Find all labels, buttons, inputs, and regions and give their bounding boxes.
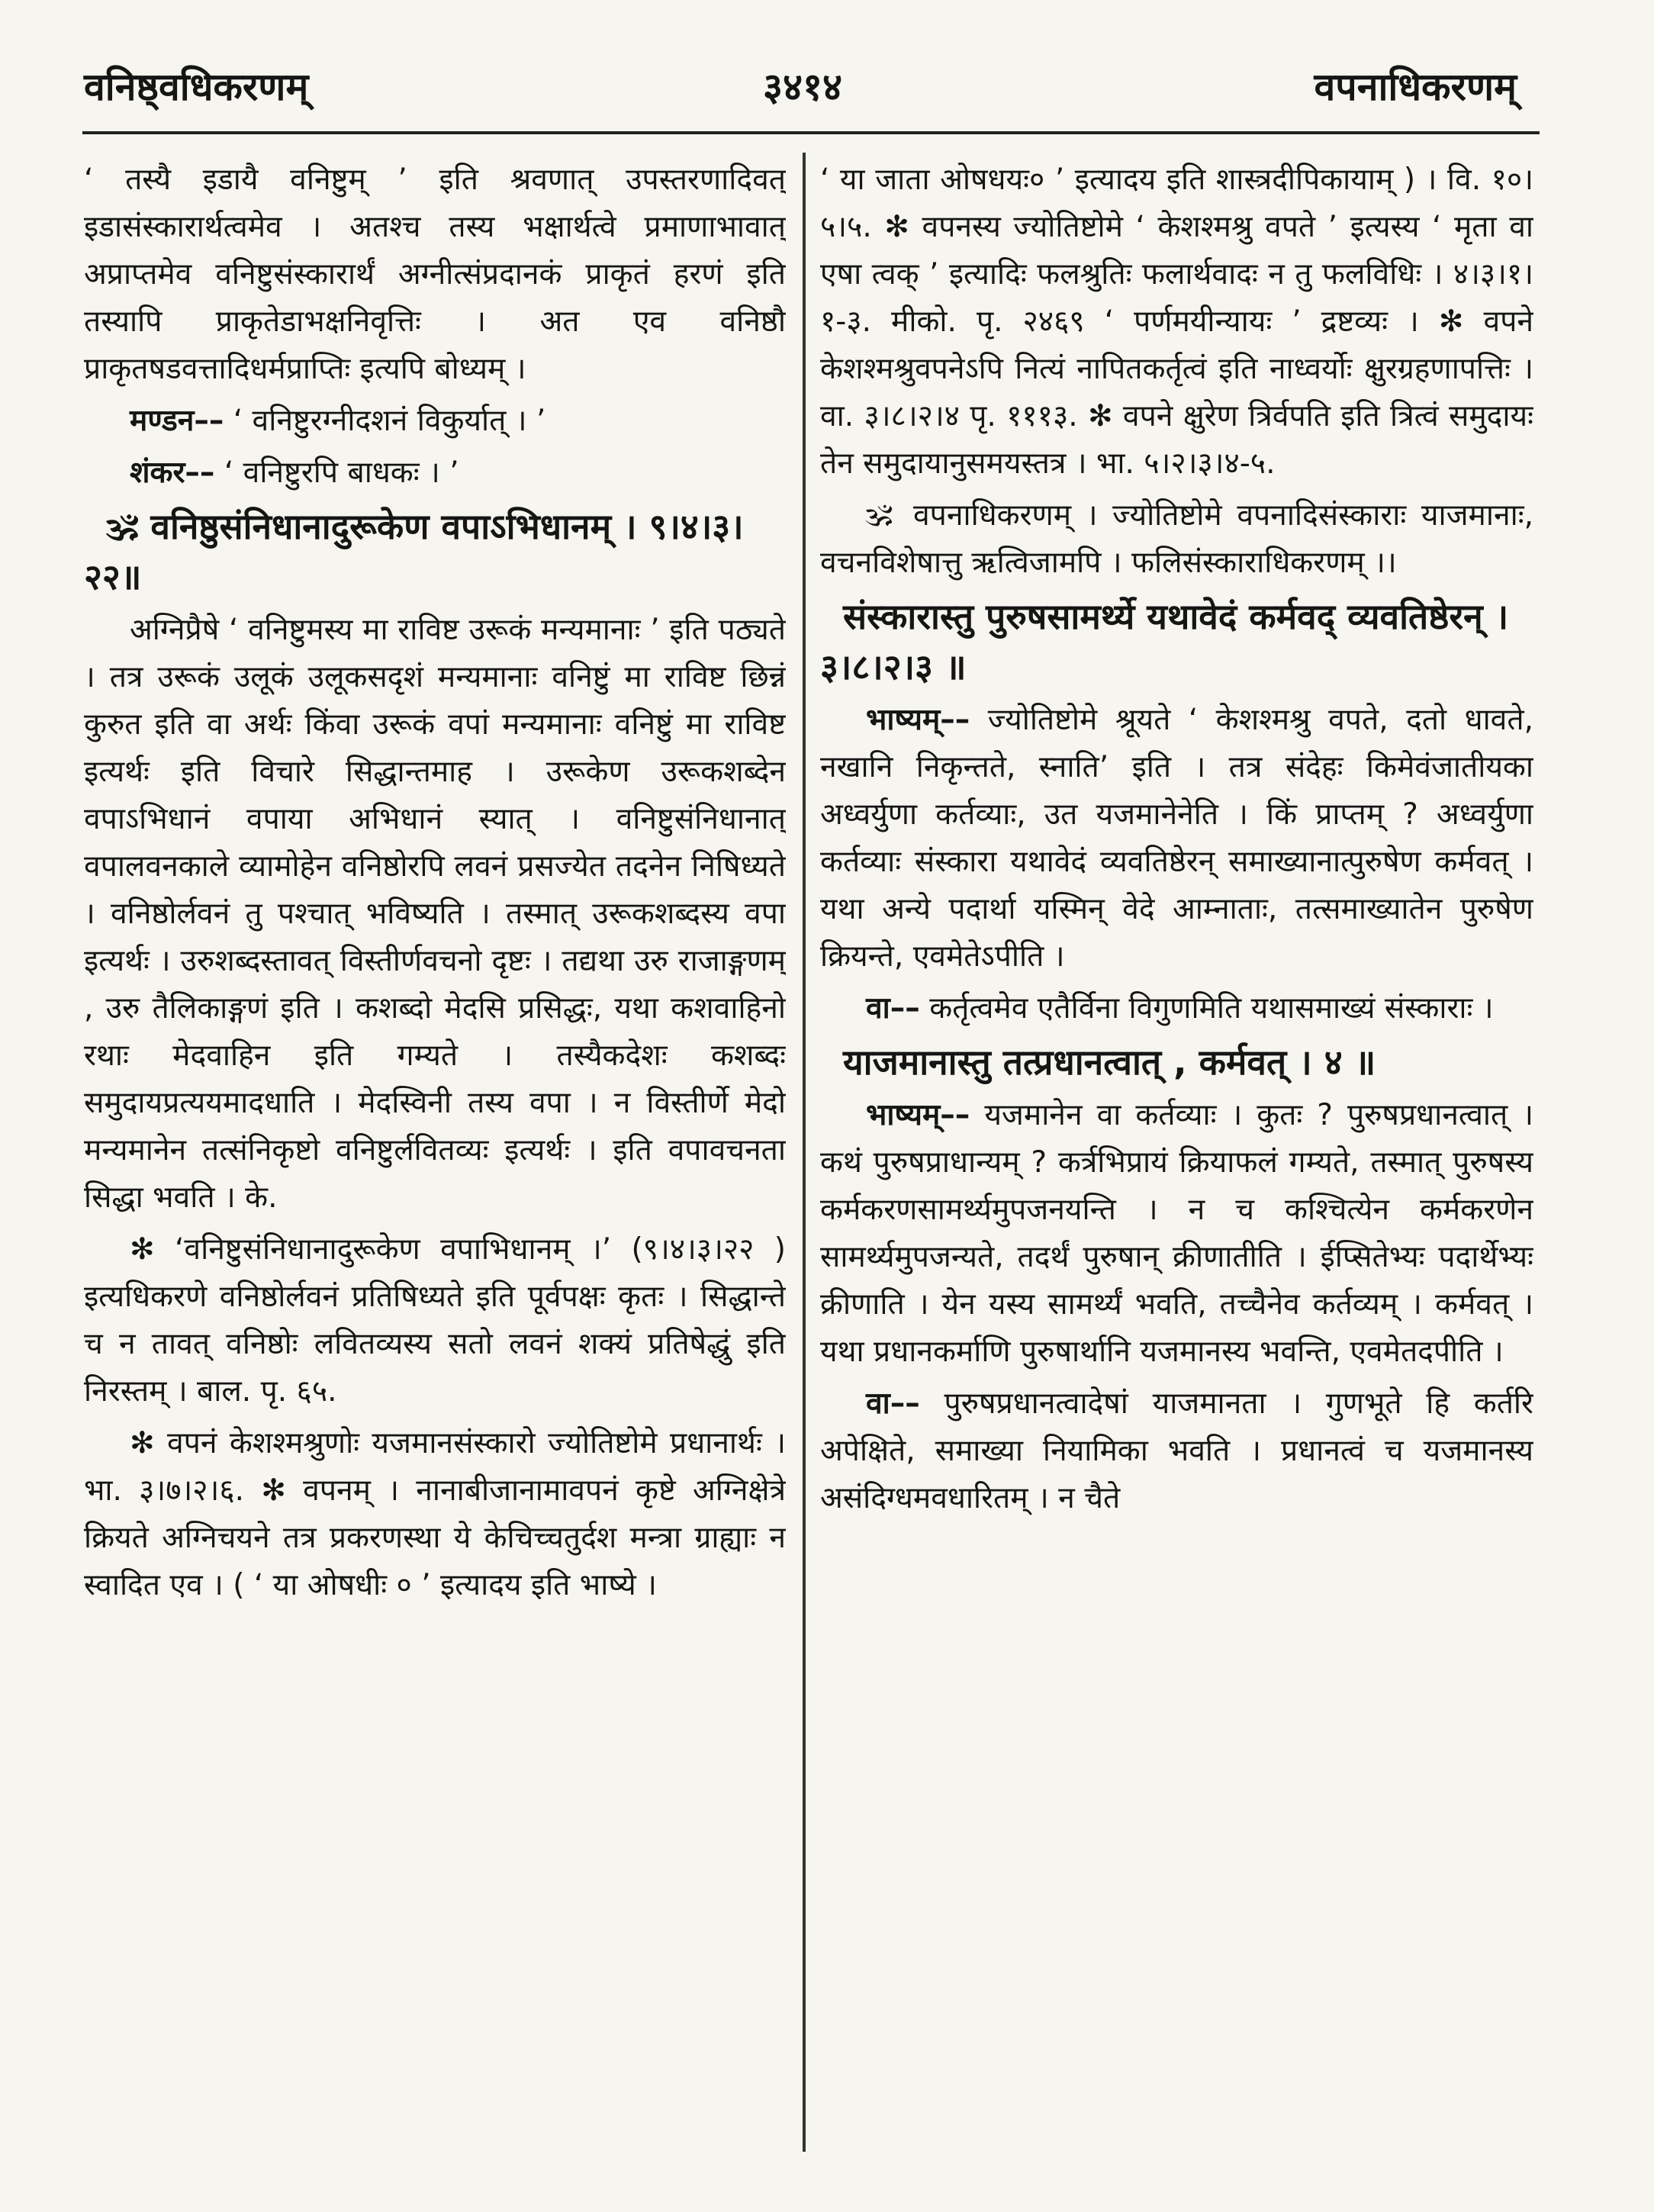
- bhashya-2-text: यजमानेन वा कर्तव्याः । कुतः ? पुरुषप्रधानत्वात् । कथं पुरुषप्राधान्यम् ? कर्त्रभिप्रायं क्रियाफलं गम्यते, तस्मात् पुरुषस्य कर्मकरणसामर्थ्यमुपजनयन्ति । न च कश्चित्येन कर्मकरणेन सामर्थ्यमुपजन्यते, तदर्थं पुरुषान् क्रीणातीति । ईप्सितेभ्यः पदार्थेभ्यः क्रीणाति । येन यस्य सामर्थ्यं भवति, तच्चैनेव कर्तव्यम् । कर्मवत् । यथा प्रधानकर्माणि पुरुषार्थानि यजमानस्य भवन्ति, एवमेतदपीति ।: [820, 1098, 1533, 1369]
- vartika-1-text: कर्तृत्वमेव एतैर्विना विगुणमिति यथासमाख्यं संस्काराः ।: [929, 991, 1494, 1026]
- vartika-2-label: वा––: [866, 1386, 920, 1421]
- left-footnote-1: ✻ ‘वनिष्टुसंनिधानादुरूकेण वपाभिधानम् ।’ (९।४।३।२२ ) इत्यधिकरणे वनिष्ठोर्लवनं प्रतिषिध्यते इति पूर्वपक्षः कृतः । सिद्धान्ते च न तावत् वनिष्ठोः लवितव्यस्य सतो लवनं शक्यं प्रतिषेद्धुं इति निरस्तम् । बाल. पृ. ६५.: [84, 1232, 786, 1409]
- shankara-text: ‘ वनिष्टुरपि बाधकः । ’: [224, 456, 459, 490]
- header-rule: [82, 131, 1540, 134]
- shankara-label: शंकर––: [130, 456, 215, 490]
- sutra-heading-4: याजमानास्तु तत्प्रधानत्वात् , कर्मवत् । ४ ॥: [843, 1042, 1376, 1083]
- bhashya-1-text: ज्योतिष्टोमे श्रूयते ‘ केशश्मश्रु वपते, दतो धावते, नखानि निकृन्तते, स्नाति’ इति । तत्र संदेहः किमेवंजातीयका अध्वर्युणा कर्तव्याः, उत यजमानेनेति । किं प्राप्तम् ? अध्वर्युणा कर्तव्याः संस्कारा यथावेदं व्यवतिष्ठेरन् समाख्यानात्पुरुषेण कर्मवत् । यथा अन्ये पदार्था यस्मिन् वेदे आम्नाताः, तत्समाख्यातेन पुरुषेण क्रियन्ते, एवमेतेऽपीति ।: [820, 703, 1533, 974]
- adhikarana-heading-vanishthu: 🕉 वनिष्ठुसंनिधानादुरूकेण वपाऽभिधानम् । ९।४।३।२२॥: [84, 506, 744, 597]
- vartika-2-text: पुरुषप्रधानत्वादेषां याजमानता । गुणभूते हि कर्तरि अपेक्षिते, समाख्या नियामिका भवति । प्रधानत्वं च यजमानस्य असंदिग्धमवधारितम् । न चैते: [820, 1386, 1533, 1515]
- vartika-1: [820, 985, 1533, 1032]
- bhashya-2: [820, 1092, 1533, 1376]
- mandana-text: ‘ वनिष्टुरग्नीदशनं विकुर्यात् । ’: [233, 404, 546, 438]
- bhashya-1: [820, 697, 1533, 980]
- page-header: [0, 0, 1654, 130]
- sutra-heading-3: संस्कारास्तु पुरुषसामर्थ्ये यथावेदं कर्मवद् व्यवतिष्ठेरन् । ३।८।२।३ ॥: [820, 596, 1509, 687]
- running-head-left: वनिष्ठ्वधिकरणम्: [84, 65, 309, 109]
- left-footnote-2: ✻ वपनं केशश्मश्रुणोः यजमानसंस्कारो ज्योतिष्टोमे प्रधानार्थः । भा. ३।७।२।६. ✻ वपनम् । नानाबीजानामावपनं कृष्टे अग्निक्षेत्रे क्रियते अग्निचयने तत्र प्रकरणस्था ये केचिच्चतुर्दश मन्त्रा ग्राह्याः न स्वादित एव । ( ‘ या ओषधीः ० ’ इत्यादय इति भाष्ये ।: [84, 1426, 786, 1602]
- bhashya-2-label: भाष्यम्––: [866, 1098, 970, 1132]
- mandana-label: मण्डन––: [130, 404, 224, 438]
- left-paragraph-2: अग्निप्रैषे ‘ वनिष्टुमस्य मा राविष्ट उरूकं मन्यमानाः ’ इति पठ्यते । तत्र उरूकं उलूकं उलूकसदृशं मन्यमानाः वनिष्टुं मा राविष्ट छिन्नं कुरुत इति वा अर्थः किंवा उरूकं वपां मन्यमानाः वनिष्टुं मा राविष्ट इत्यर्थः इति विचारे सिद्धान्तमाह । उरूकेण उरूकशब्देन वपाऽभिधानं वपाया अभिधानं स्यात् । वनिष्टुसंनिधानात् वपालवनकाले व्यामोहेन वनिष्ठोरपि लवनं प्रसज्येत तदनेन निषिध्यते । वनिष्ठोर्लवनं तु पश्चात् भविष्यति । तस्मात् उरूकशब्दस्य वपा इत्यर्थः । उरुशब्दस्तावत् विस्तीर्णवचनो दृष्टः । तद्यथा उरु राजाङ्गणम् , उरु तैलिकाङ्गणं इति । कशब्दो मेदसि प्रसिद्धः, यथा कशवाहिनो रथाः मेदवाहिन इति गम्यते । तस्यैकदेशः कशब्दः समुदायप्रत्ययमादधाति । मेदस्विनी तस्य वपा । न विस्तीर्णे मेदो मन्यमानेन तत्संनिकृष्टो वनिष्टुर्लवितव्यः इत्यर्थः । इति वपावचनता सिद्धा भवति । के.: [84, 613, 786, 1215]
- vartika-2: [820, 1380, 1533, 1522]
- right-column: [820, 156, 1533, 2148]
- mandana-quote: [84, 398, 786, 445]
- right-paragraph-2: 🕉 वपनाधिकरणम् । ज्योतिष्टोमे वपनादिसंस्काराः याजमानाः, वचनविशेषात्तु ऋत्विजामपि । फलिसंस्काराधिकरणम् ।।: [820, 498, 1533, 580]
- vartika-1-label: वा––: [866, 991, 920, 1026]
- left-column: [84, 156, 786, 2148]
- right-paragraph-1: ‘ या जाता ओषधयः० ’ इत्यादय इति शास्त्रदीपिकायाम् ) । वि. १०।५।५. ✻ वपनस्य ज्योतिष्टोमे ‘ केशश्मश्रु वपते ’ इत्यस्य ‘ मृता वा एषा त्वक् ’ इत्यादिः फलश्रुतिः फलार्थवादः न तु फलविधिः । ४।३।१।१-३. मीको. पृ. २४६९ ‘ पर्णमयीन्यायः ’ द्रष्टव्यः । ✻ वपने केशश्मश्रुवपनेऽपि नित्यं नापितकर्तृत्वं इति नाध्वर्योः क्षुरग्रहणापत्तिः । वा. ३।८।२।४ पृ. १११३. ✻ वपने क्षुरेण त्रिर्वपति इति त्रित्वं समुदायः तेन समुदायानुसमयस्तत्र । भा. ५।२।३।४-५.: [820, 163, 1533, 481]
- shankara-quote: [84, 449, 786, 497]
- left-paragraph-1: ‘ तस्यै इडायै वनिष्टुम् ’ इति श्रवणात् उपस्तरणादिवत् इडासंस्कारार्थत्वमेव । अतश्च तस्य भक्षार्थत्वे प्रमाणाभावात् अप्राप्तमेव वनिष्टुसंस्कारार्थं अग्नीत्संप्रदानकं प्राकृतं हरणं इति तस्यापि प्राकृतेडाभक्षनिवृत्तिः । अत एव वनिष्ठौ प्राकृतषडवत्तादिधर्मप्राप्तिः इत्यपि बोध्यम् ।: [84, 163, 786, 386]
- bhashya-1-label: भाष्यम्––: [866, 703, 970, 737]
- column-divider: [803, 153, 806, 2152]
- page-number: ३४१४: [763, 65, 842, 109]
- running-head-right: वपनाधिकरणम्: [1314, 65, 1517, 109]
